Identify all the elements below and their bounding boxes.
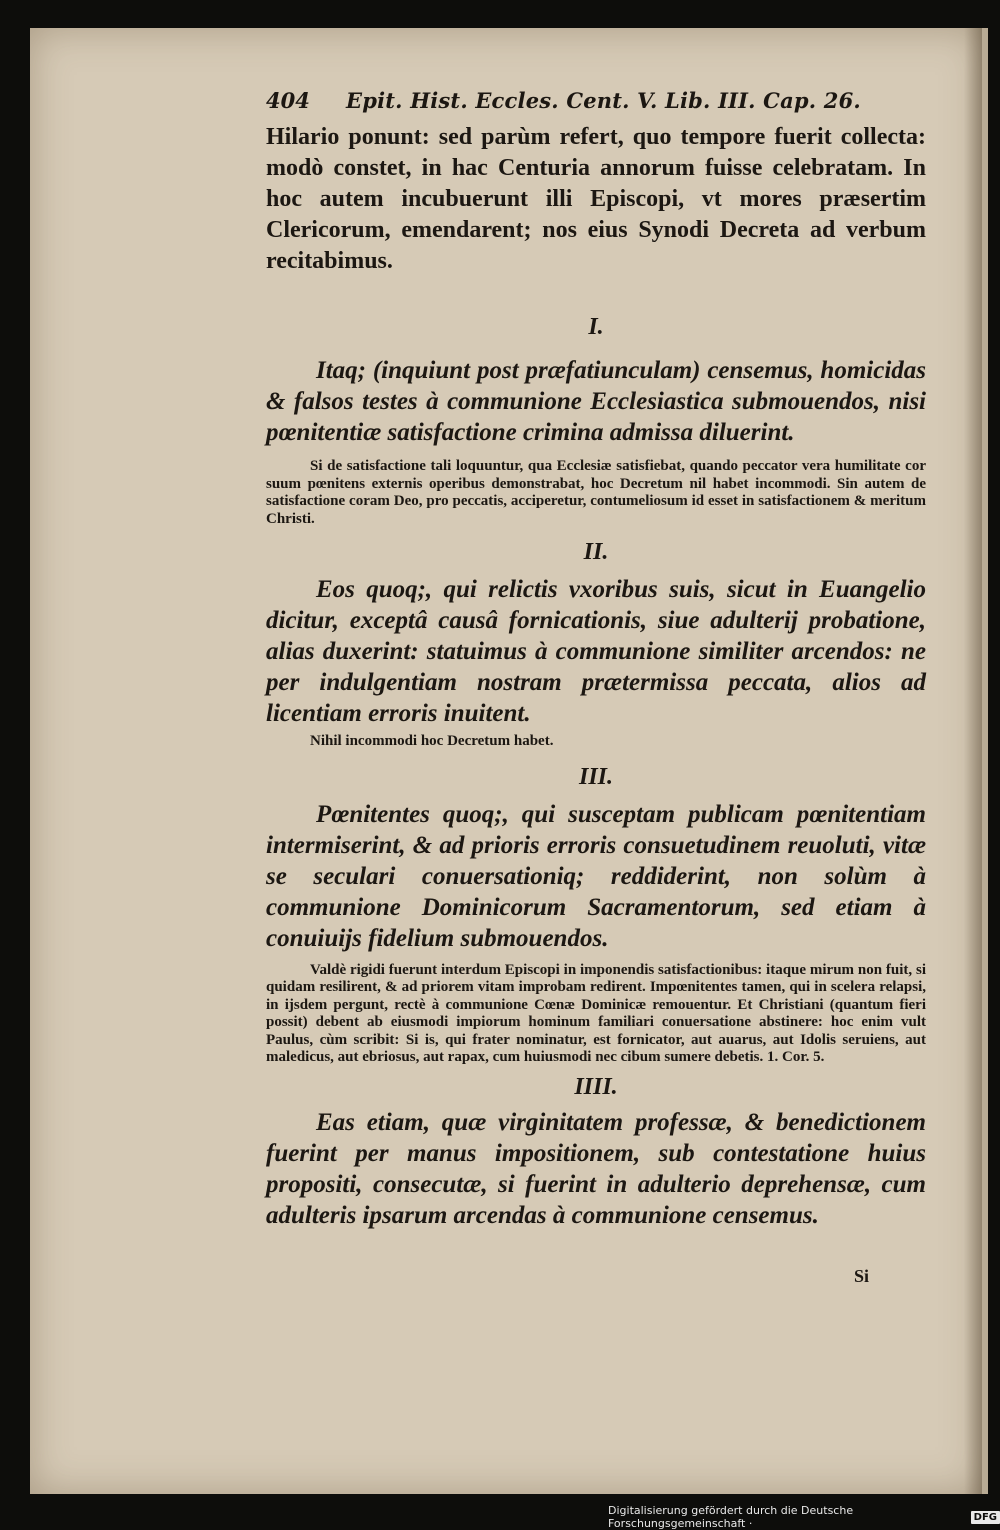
section-numeral-4: IIII. — [574, 1073, 618, 1100]
page-number: 404 — [266, 88, 310, 113]
page-content — [266, 88, 926, 1231]
intro-paragraph: Hilario ponunt: sed parùm refert, quo tempore fuerit collecta: modò constet, in hac Centuria annorum fuisse celebratam. In hoc autem incubuerunt illi Episcopi, vt mores præsertim Clericorum, emendarent; nos eius Synodi Decreta ad verbum recitabimus. — [266, 124, 926, 274]
commentary-1: Si de satisfactione tali loquuntur, qua Ecclesiæ satisfiebat, quando peccator vera humilitate cor suum pœnitens externis operibus demonstrabat, hoc Decretum nil habet incommodi. Sin autem de satisfactione coram Deo, pro peccatis, acciperetur, contumeliosum id esset in satisfactionem & meritum Christi. — [266, 458, 926, 527]
decree-4: Eas etiam, quæ virginitatem professæ, & benedictionem fuerint per manus impositionem, sub contestatione huius propositi, consecutæ, si fuerint in adulterio deprehensæ, cum adulteris ipsarum arcendas à communione censemus. — [266, 1108, 926, 1229]
section-numeral-2: II. — [583, 539, 609, 565]
catchword: Si — [854, 1266, 870, 1286]
decree-2: Eos quoq;, qui relictis vxoribus suis, sicut in Euangelio dicitur, exceptâ causâ fornicationis, siue adulterij probatione, alias duxerint: statuimus à communione similiter arcendos: ne per indulgentiam nostram prætermissa peccata, alios ad licentiam erroris inuitent. — [266, 576, 926, 727]
dfg-logo-icon: DFG — [971, 1511, 1000, 1524]
section-numeral-1: I. — [588, 314, 604, 340]
funding-note: Digitalisierung gefördert durch die Deutsche Forschungsgemeinschaft · — [608, 1504, 854, 1530]
commentary-3: Valdè rigidi fuerunt interdum Episcopi in imponendis satisfactionibus: itaque mirum non fuit, si quidam resilirent, & ad priorem vitam improbam redirent. Impœnitentes tamen, qui in scelera relapsi, in ijsdem pergunt, rectè à communione Cœnæ Dominicæ remouentur. Et Christiani (quantum fieri possit) debent ab eiusmodi impiorum hominum familiari conuersatione abstinere: hoc enim vult Paulus, cùm scribit: Si is, qui frater nominatur, est fornicator, aut auarus, aut Idolis seruiens, aut maledicus, aut ebriosus, aut rapax, cum huiusmodi nec cibum sumere debetis. 1. Cor. 5. — [266, 961, 926, 1065]
commentary-2: Nihil incommodi hoc Decretum habet. — [310, 733, 554, 749]
page-header — [266, 88, 926, 122]
running-head: Epit. Hist. Eccles. Cent. V. Lib. III. Cap. 26. — [346, 88, 861, 113]
digitization-footer — [608, 1504, 1000, 1530]
decree-3: Pœnitentes quoq;, qui susceptam publicam pœnitentiam intermiserint, & ad prioris erroris consuetudinem reuoluti, vitæ se seculari conuersationiq; reddiderint, non solùm à communione Dominicorum Sacramentorum, sed etiam à conuiuijs fidelium submouendos. — [266, 800, 926, 952]
book-page — [30, 28, 988, 1494]
section-numeral-3: III. — [578, 763, 614, 790]
decree-1: Itaq; (inquiunt post præfatiunculam) censemus, homicidas & falsos testes à communione Ecclesiastica submouendos, nisi pœnitentiæ satisfactione crimina admissa diluerint. — [266, 357, 926, 446]
